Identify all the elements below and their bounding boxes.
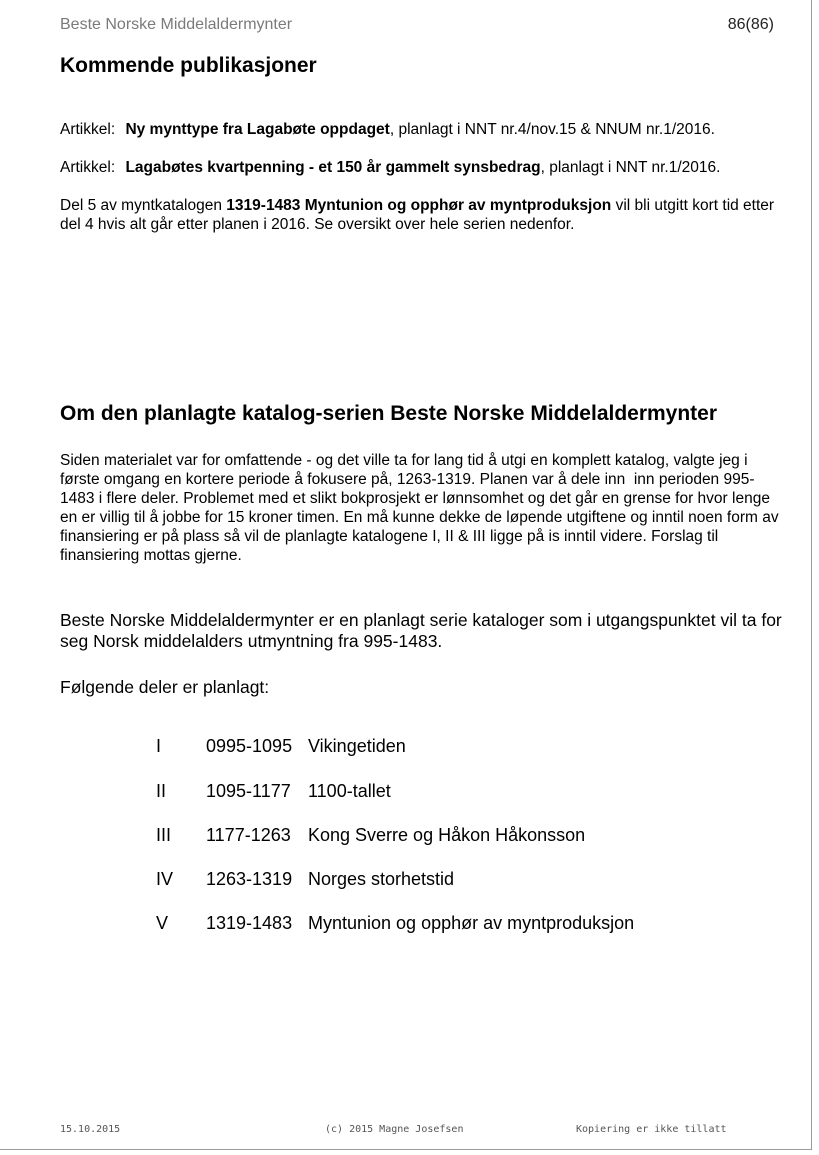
article-label: Artikkel:	[60, 121, 116, 138]
page-number: 86(86)	[727, 16, 774, 33]
part-number: I	[156, 736, 162, 756]
part-name: Kong Sverre og Håkon Håkonsson	[308, 825, 586, 845]
article-2	[60, 158, 785, 177]
article-details: , planlagt i NNT nr.4/nov.15 & NNUM nr.1/2016.	[389, 121, 715, 138]
part-number: V	[156, 913, 169, 933]
series-heading: Om den planlagte katalog-serien Beste Norske Middelaldermynter	[60, 402, 718, 425]
part-years: 1177-1263	[206, 825, 291, 845]
part-name: Vikingetiden	[308, 736, 406, 756]
part-name: Myntunion og opphør av myntproduksjon	[308, 913, 635, 933]
footer-copy-notice: Kopiering er ikke tillatt	[576, 1124, 727, 1135]
part-name: Norges storhetstid	[308, 869, 455, 889]
article-title: Ny mynttype fra Lagabøte oppdaget	[125, 121, 390, 138]
part-row	[156, 825, 716, 849]
footer-copyright: (c) 2015 Magne Josefsen	[325, 1124, 464, 1135]
part5-post: vil bli utgitt kort tid etter del 4 hvis alt går etter planen i 2016. Se oversikt over hele serien nedenfor.	[60, 197, 775, 233]
planned-parts-heading: Følgende deler er planlagt:	[60, 677, 270, 697]
part-name: 1100-tallet	[308, 781, 391, 801]
article-label: Artikkel:	[60, 159, 116, 176]
part-row	[156, 869, 716, 893]
part5-announcement	[60, 196, 785, 234]
header-title: Beste Norske Middelaldermynter	[60, 16, 293, 33]
part-years: 1095-1177	[206, 781, 291, 801]
part-years: 1319-1483	[206, 913, 293, 933]
article-1	[60, 120, 785, 139]
part-years: 0995-1095	[206, 736, 293, 756]
part-row	[156, 781, 716, 805]
article-details: , planlagt i NNT nr.1/2016.	[540, 159, 721, 176]
part-row	[156, 736, 716, 760]
article-title: Lagabøtes kvartpenning - et 150 år gammelt synsbedrag	[125, 159, 541, 176]
part-row	[156, 913, 716, 937]
part-number: III	[156, 825, 172, 845]
series-intro: Siden materialet var for omfattende - og det ville ta for lang tid å utgi en komplett katalog, valgte jeg i første omgang en kortere periode å fokusere på, 1263-1319. Planen var å dele inn inn perioden 995-1483 i flere deler. Problemet med et slikt bokprosjekt er lønnsomhet og det går en grense for hvor lenge en er villig til å jobbe for 15 kroner timen. En må kunne dekke de løpende utgiftene og inntil noen form av finansiering er på plass så vil de planlagte katalogene I, II & III ligge på is inntil videre. Forslag til finansiering mottas gjerne.	[60, 452, 783, 564]
part-number: IV	[156, 869, 174, 889]
part-number: II	[156, 781, 167, 801]
upcoming-heading: Kommende publikasjoner	[60, 54, 317, 77]
part-years: 1263-1319	[206, 869, 293, 889]
footer-date: 15.10.2015	[60, 1124, 121, 1135]
part5-pre: Del 5 av myntkatalogen	[60, 197, 227, 214]
part5-title: 1319-1483 Myntunion og opphør av myntproduksjon	[226, 197, 612, 214]
series-description: Beste Norske Middelaldermynter er en planlagt serie kataloger som i utgangspunktet vil ta for seg Norsk middelalders utmyntning fra 995-1483.	[60, 610, 782, 651]
